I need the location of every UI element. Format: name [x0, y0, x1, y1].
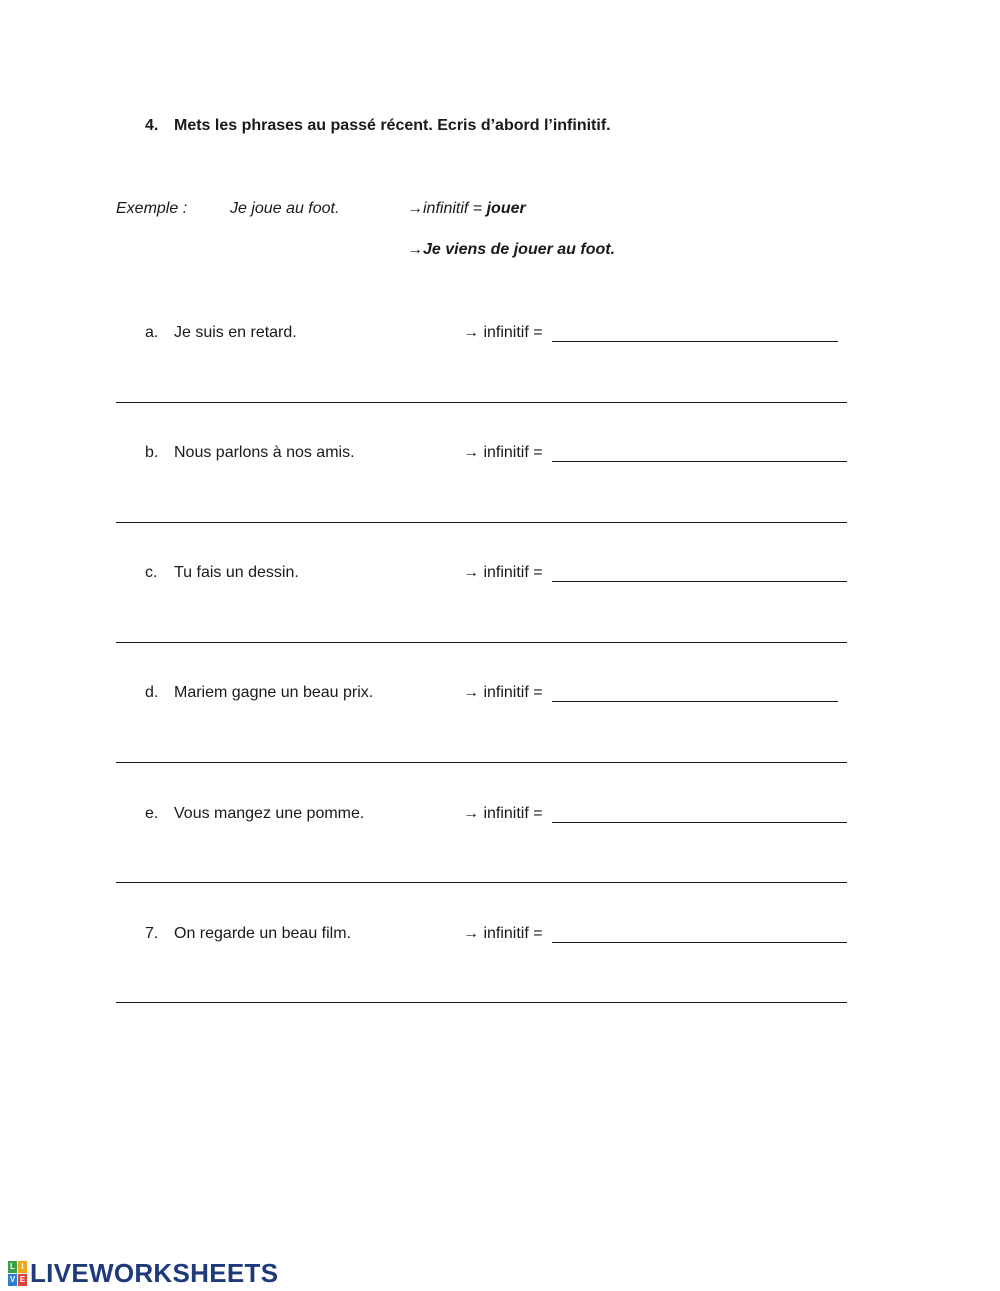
answer-input[interactable] — [116, 642, 847, 643]
item-letter: c. — [145, 564, 158, 581]
exercise-instruction — [145, 117, 611, 135]
item-letter: d. — [145, 684, 159, 701]
logo-mark-icon — [8, 1261, 27, 1286]
answer-input[interactable] — [116, 762, 847, 763]
logo-text: LIVEWORKSHEETS — [30, 1257, 279, 1288]
infinitive-input[interactable] — [552, 701, 838, 702]
item-sentence: Nous parlons à nos amis. — [174, 444, 355, 461]
answer-input[interactable] — [116, 522, 847, 523]
item-sentence: Vous mangez une pomme. — [174, 805, 365, 822]
item-sentence: Mariem gagne un beau prix. — [174, 684, 374, 701]
example-infinitive-value: jouer — [486, 200, 526, 217]
answer-input[interactable] — [116, 402, 847, 403]
infinitive-input[interactable] — [552, 822, 847, 823]
example-sentence: Je joue au foot. — [230, 200, 340, 217]
instruction-text: Mets les phrases au passé récent. Ecris d’abord l’infinitif. — [174, 117, 611, 134]
infinitive-input[interactable] — [552, 341, 838, 342]
infinitive-prompt: → infinitif = — [463, 805, 543, 822]
infinitive-prompt: → infinitif = — [463, 324, 543, 341]
infinitive-prompt: → infinitif = — [463, 564, 543, 581]
infinitive-input[interactable] — [552, 461, 847, 462]
example-label: Exemple : — [116, 200, 188, 217]
infinitive-prompt: → infinitif = — [463, 444, 543, 461]
infinitive-input[interactable] — [552, 581, 847, 582]
item-sentence: Tu fais un dessin. — [174, 564, 299, 581]
infinitive-prompt: → infinitif = — [463, 684, 543, 701]
exercise-number: 4. — [145, 117, 159, 134]
item-letter: 7. — [145, 925, 159, 942]
infinitive-input[interactable] — [552, 942, 847, 943]
item-letter: e. — [145, 805, 159, 822]
logo-letter: L — [8, 1261, 17, 1273]
example-answer-text: Je viens de jouer au foot. — [423, 241, 616, 258]
arrow-icon: → — [407, 241, 423, 258]
item-letter: b. — [145, 444, 159, 461]
arrow-icon: → — [407, 200, 423, 217]
item-sentence: Je suis en retard. — [174, 324, 297, 341]
example-infinitive-label: infinitif = — [423, 200, 483, 217]
answer-input[interactable] — [116, 882, 847, 883]
item-sentence: On regarde un beau film. — [174, 925, 351, 942]
liveworksheets-logo[interactable] — [8, 1259, 278, 1287]
example-answer — [407, 241, 615, 259]
logo-letter: I — [18, 1261, 27, 1273]
example-infinitive — [407, 200, 526, 218]
answer-input[interactable] — [116, 1002, 847, 1003]
infinitive-prompt: → infinitif = — [463, 925, 543, 942]
logo-letter: E — [19, 1274, 26, 1284]
item-letter: a. — [145, 324, 159, 341]
logo-letter: V — [9, 1274, 16, 1284]
